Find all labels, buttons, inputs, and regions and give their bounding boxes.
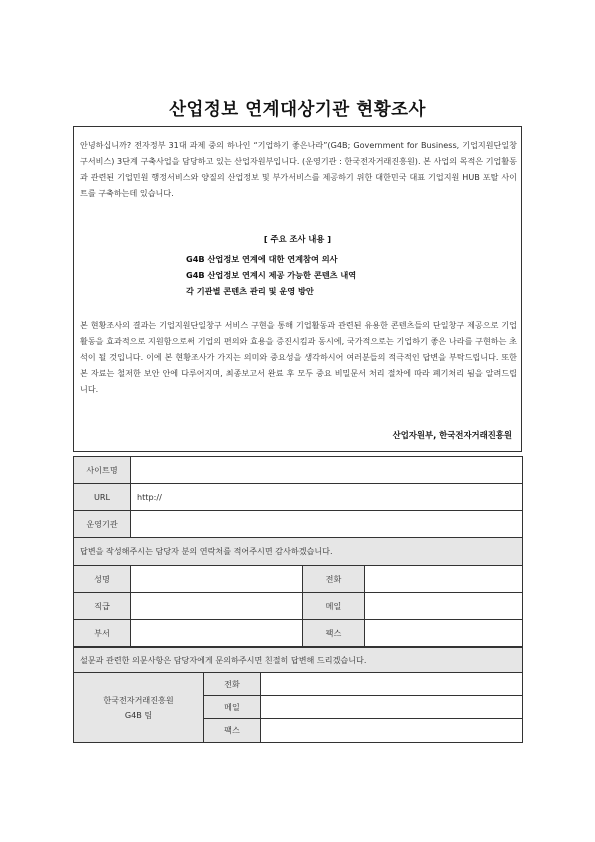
email-label: 메일 <box>303 593 365 620</box>
team-name: G4B 팀 <box>124 709 153 720</box>
department-field[interactable] <box>131 620 303 647</box>
intro-paragraph: 안녕하십니까? 전자정부 31대 과제 중의 하나인 “기업하기 좋은나라”(G4B; Government for Business, 기업지원단일창구서비스) 3단계 구축사업을 담당하고 있는 산업자원부입니다. (운영기관 : 한국전자거래진흥원). 본 사업의 목적은 기업활동과 관련된 기업민원 행정서비스와 양질의 산업정보 및 부가서비스를 제공하기 위한 대한민국 대표 기업지원 HUB 포탈 사이트를 구축하는데 있습니다. <box>80 140 517 198</box>
document-title: 산업정보 연계대상기관 현황조사 <box>169 100 426 120</box>
operator-field[interactable] <box>131 511 523 538</box>
inquiry-contact-table <box>73 647 523 743</box>
survey-items-list <box>186 251 356 299</box>
phone-label: 전화 <box>303 566 365 593</box>
operator-label: 운영기관 <box>74 511 131 538</box>
survey-item: G4B 산업정보 연계에 대한 연계참여 의사 <box>186 254 338 264</box>
phone-field[interactable] <box>365 566 523 593</box>
inquiry-fax-label: 팩스 <box>204 719 261 743</box>
site-name-field[interactable] <box>131 457 523 484</box>
url-field[interactable]: http:// <box>131 484 523 511</box>
fax-field[interactable] <box>365 620 523 647</box>
email-field[interactable] <box>365 593 523 620</box>
inquiry-instruction: 설문과 관련한 의문사항은 담당자에게 문의하주시면 친절히 답변해 드리겠습니다. <box>74 648 523 673</box>
department-label: 부서 <box>74 620 131 647</box>
survey-heading: [ 주요 조사 내용 ] <box>263 234 332 244</box>
survey-item: 각 기관별 콘텐츠 관리 및 운영 방안 <box>186 286 314 296</box>
site-name-label: 사이트명 <box>74 457 131 484</box>
inquiry-phone-field[interactable] <box>261 673 523 696</box>
organization-name: 한국전자거래진흥원 <box>103 694 174 705</box>
notice-box <box>73 126 522 452</box>
closing-paragraph: 본 현황조사의 결과는 기업지원단일창구 서비스 구현을 통해 기업활동과 관련된 유용한 콘텐츠들의 단일창구 제공으로 기업활동을 효과적으로 지원함으로써 기업의 편의와 효용을 증진시킴과 동시에, 국가적으로는 기업하기 좋은 나라를 구현하는 초석이 될 것입니다. 이에 본 현황조사가 가지는 의미와 중요성을 생각하시어 여러분들의 적극적인 답변을 부탁드립니다. 또한 본 자료는 철저한 보안 안에 다루어지며, 최종보고서 완료 후 모두 중요 비밀문서 처리 절차에 따라 폐기처리 됨을 알려드립니다. <box>80 320 517 394</box>
name-field[interactable] <box>131 566 303 593</box>
name-label: 성명 <box>74 566 131 593</box>
inquiry-phone-label: 전화 <box>204 673 261 696</box>
inquiry-email-field[interactable] <box>261 696 523 719</box>
signature: 산업자원부, 한국전자거래진흥원 <box>392 430 512 440</box>
contact-instruction: 답변을 작성해주시는 담당자 분의 연락처를 적어주시면 감사하겠습니다. <box>74 538 523 566</box>
inquiry-fax-field[interactable] <box>261 719 523 743</box>
url-label: URL <box>74 484 131 511</box>
position-field[interactable] <box>131 593 303 620</box>
respondent-contact-table <box>73 537 523 647</box>
fax-label: 팩스 <box>303 620 365 647</box>
inquiry-email-label: 메일 <box>204 696 261 719</box>
site-info-table <box>73 456 523 538</box>
survey-item: G4B 산업정보 연계시 제공 가능한 콘텐츠 내역 <box>186 270 357 280</box>
position-label: 직급 <box>74 593 131 620</box>
organization-cell <box>74 673 204 743</box>
